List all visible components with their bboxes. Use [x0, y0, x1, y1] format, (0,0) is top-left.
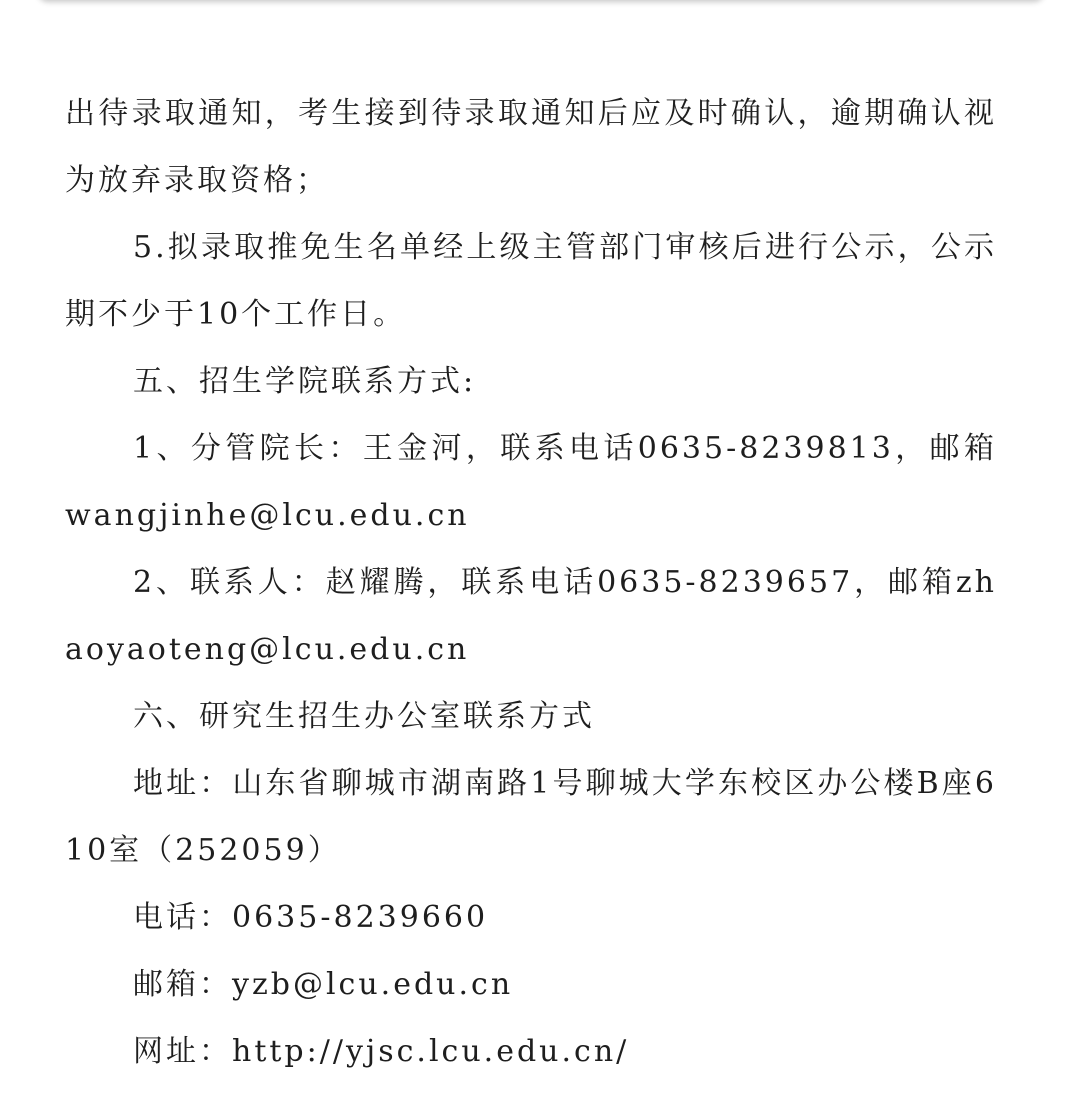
section-heading-college-contact: 五、招生学院联系方式: — [133, 364, 477, 399]
document-body — [65, 80, 997, 1085]
section-heading-grad-office: 六、研究生招生办公室联系方式 — [133, 699, 595, 734]
contact-person: 2、联系人：赵耀腾，联系电话0635-8239657，邮箱zhaoyaoteng@lcu.edu.cn — [65, 565, 997, 667]
office-address: 地址：山东省聊城市湖南路1号聊城大学东校区办公楼B座610室（252059） — [65, 766, 997, 868]
office-website: 网址：http://yjsc.lcu.edu.cn/ — [133, 1034, 630, 1069]
paragraph-publicity: 5.拟录取推免生名单经上级主管部门审核后进行公示，公示期不少于10个工作日。 — [65, 230, 997, 332]
office-email: 邮箱：yzb@lcu.edu.cn — [133, 967, 514, 1002]
paragraph-admission-confirm: 出待录取通知，考生接到待录取通知后应及时确认，逾期确认视为放弃录取资格； — [65, 96, 997, 198]
contact-dean: 1、分管院长：王金河，联系电话0635-8239813，邮箱wangjinhe@lcu.edu.cn — [65, 431, 997, 533]
office-phone: 电话：0635-8239660 — [133, 900, 489, 935]
